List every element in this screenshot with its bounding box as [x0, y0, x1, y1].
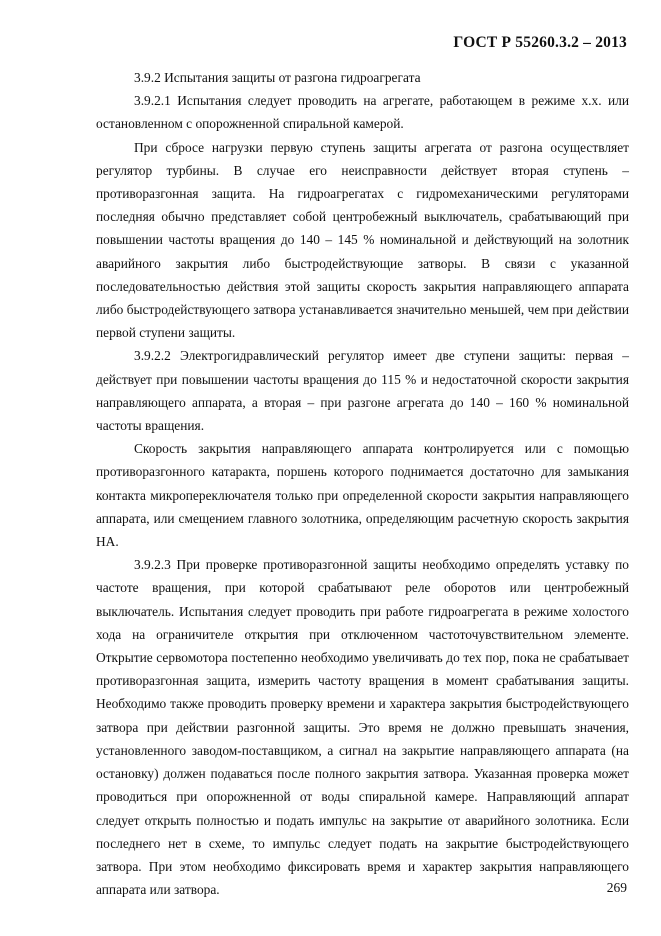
page-number: 269: [606, 880, 627, 895]
document-body: [96, 66, 629, 901]
paragraph-closing-speed-control: Скорость закрытия направляющего аппарата контролируется или с помощью противоразгонного катаракта, поршень которого поднимается достаточно для замыкания контакта микропереключателя только при определенной скорости закрытия направляющего аппарата, или смещением главного золотника, определяющим расчетную скорость закрытия НА.: [96, 441, 629, 550]
section-heading-3-9-2: 3.9.2 Испытания защиты от разгона гидроагрегата: [134, 70, 421, 85]
paragraph-3-9-2-2: 3.9.2.2 Электрогидравлический регулятор имеет две ступени защиты: первая – действует при повышении частоты вращения до 115 % и недостаточной скорости закрытия направляющего аппарата, а вторая – при разгоне агрегата до 140 – 160 % номинальной частоты вращения.: [96, 348, 629, 434]
paragraph-3-9-2-3: 3.9.2.3 При проверке противоразгонной защиты необходимо определять уставку по частоте вращения, при которой срабатывают реле оборотов или центробежный выключатель. Испытания следует проводить при работе гидроагрегата в режиме холостого хода на ограничителе открытия при отключенном частоточувствительном элементе. Открытие сервомотора постепенно необходимо увеличивать до тех пор, пока не срабатывает противоразгонная защита, измерить частоту вращения в момент срабатывания защиты. Необходимо также проводить проверку времени и характера закрытия быстродействующего затвора при действии разгонной защиты. Это время не должно превышать значения, установленного заводом-поставщиком, а сигнал на закрытие направляющего аппарата (на остановку) должен подаваться после полного закрытия затвора. Указанная проверка может проводиться при опорожненной от воды спиральной камере. Направляющий аппарат следует открыть полностью и подать импульс на закрытие от аварийного золотника. Если последнего нет в схеме, то импульс следует подать на закрытие быстродействующего затвора. При этом необходимо фиксировать время и характер закрытия направляющего аппарата или затвора.: [96, 557, 629, 898]
standard-header: ГОСТ Р 55260.3.2 – 2013: [453, 34, 627, 51]
paragraph-3-9-2-1: 3.9.2.1 Испытания следует проводить на агрегате, работающем в режиме х.х. или остановленном с опорожненной спиральной камерой.: [96, 93, 629, 132]
paragraph-overspeed-stages: При сбросе нагрузки первую ступень защиты агрегата от разгона осуществляет регулятор турбины. В случае его неисправности действует вторая ступень – противоразгонная защита. На гидроагрегатах с гидромеханическими регуляторами последняя обычно представляет собой центробежный выключатель, срабатывающий при повышении частоты вращения до 140 – 145 % номинальной и действующий на золотник аварийного закрытия либо быстродействующие затворы. В связи с указанной последовательностью действия этой защиты скорость закрытия направляющего аппарата либо быстродействующего затвора устанавливается значительно меньшей, чем при действии первой ступени защиты.: [96, 139, 629, 341]
